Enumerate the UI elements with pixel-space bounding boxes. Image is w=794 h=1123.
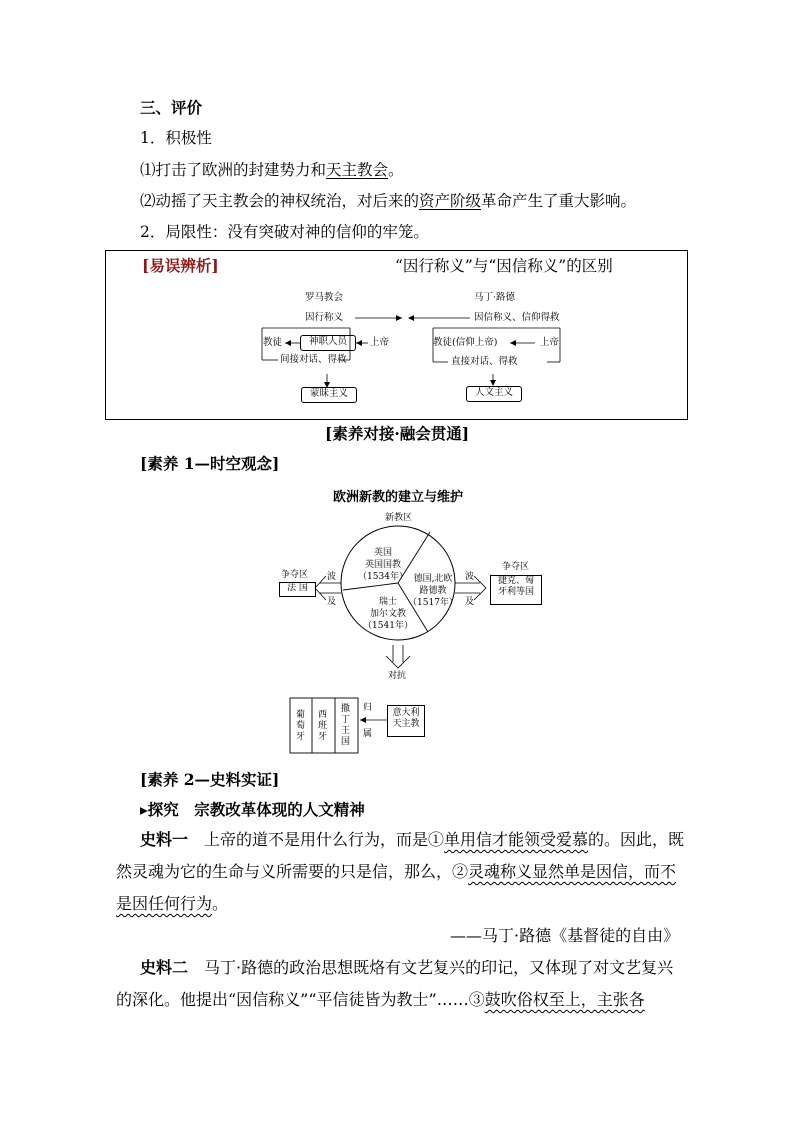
explore-heading: ▸探究 宗教改革体现的人文精神 (140, 800, 365, 819)
right-spread-1: 波 (465, 572, 475, 582)
spain-cell: 西班牙 (318, 710, 328, 742)
england-year: （1534年） (358, 572, 408, 582)
diagram-title: 欧洲新教的建立与维护 (333, 490, 464, 505)
source2-line2: 的深化。他提出“因信称义”“平信徒皆为教士”……③鼓吹俗权至上，主张各 (116, 990, 645, 1009)
positive-point-1: ⑴打击了欧洲的封建势力和天主教会。 (140, 161, 404, 179)
left-spread-1: 波 (327, 572, 337, 582)
left-dialog: 间接对话、得救 (280, 354, 347, 365)
positive-point-2: ⑵动摇了天主教会的神权统治，对后来的资产阶级革命产生了重大影响。 (140, 192, 637, 210)
source1-attribution: ——马丁·路德《基督徒的自由》 (450, 926, 680, 945)
left-god: 上帝 (370, 337, 390, 348)
germany-church: 路德教 (419, 586, 447, 596)
left-contested-label: 争夺区 (281, 570, 309, 580)
right-doctrine: 因信称义、信仰得救 (474, 312, 560, 323)
england-name: 英国 (373, 548, 392, 558)
clergy-box: 神职人员 (300, 335, 356, 351)
left-result-box: 蒙昧主义 (301, 387, 357, 403)
error-analysis-title: “因行称义”与“因信称义”的区别 (395, 257, 613, 275)
source1-line1: 史料一 上帝的道不是用什么行为，而是①单用信才能领受爱慕的。因此，既 (140, 830, 685, 849)
left-believer: 教徒 (263, 337, 283, 348)
positive-heading: 1．积极性 (140, 129, 212, 147)
source2-line1: 史料二 马丁·路德的政治思想既烙有文艺复兴的印记，又体现了对文艺复兴 (140, 958, 674, 977)
literacy-header: [素养对接·融会贯通] (325, 424, 470, 443)
england-church: 英国国教 (364, 560, 401, 570)
left-doctrine: 因行称义 (305, 312, 344, 323)
left-spread-2: 及 (327, 597, 337, 607)
source1-line3: 是因任何行为。 (116, 894, 229, 913)
right-spread-2: 及 (465, 597, 475, 607)
belong-2: 属 (363, 729, 373, 739)
new-region-label: 新教区 (385, 513, 413, 523)
sardinia-cell: 撒丁王国 (341, 704, 351, 747)
swiss-year: （1541年） (363, 621, 413, 631)
portugal-cell: 葡萄牙 (296, 710, 306, 742)
section-heading: 三、评价 (140, 98, 203, 117)
literacy1-label: [素养 1—时空观念] (140, 454, 280, 473)
martin-luther-label: 马丁·路德 (474, 292, 516, 303)
czech-hungary-box: 捷克、匈 牙利等国 (490, 575, 542, 605)
error-analysis-tag: [易误辨析] (142, 256, 219, 275)
italy-box: 意大利 天主教 (387, 705, 425, 737)
swiss-church: 加尔文教 (369, 609, 406, 619)
right-believer: 教徒(信仰上帝) (433, 337, 498, 348)
germany-year: （1517年） (408, 598, 458, 608)
right-contested-label: 争夺区 (502, 562, 530, 572)
germany-name: 德国,北欧 (413, 574, 453, 584)
belong-1: 归 (363, 703, 373, 713)
france-box: 法 国 (279, 582, 316, 597)
swiss-name: 瑞士 (378, 597, 397, 607)
right-result-box: 人文主义 (466, 386, 522, 402)
source1-line2: 然灵魂为它的生命与义所需要的只是信，那么，②灵魂称义显然单是因信，而不 (116, 862, 677, 881)
right-god: 上帝 (540, 337, 560, 348)
confront-label: 对抗 (388, 671, 407, 681)
limitation-text: 2．局限性：没有突破对神的信仰的牢笼。 (140, 223, 429, 241)
right-dialog: 直接对话、得救 (451, 356, 518, 367)
roman-church-label: 罗马教会 (305, 292, 344, 303)
literacy2-label: [素养 2—史料实证] (140, 770, 280, 789)
